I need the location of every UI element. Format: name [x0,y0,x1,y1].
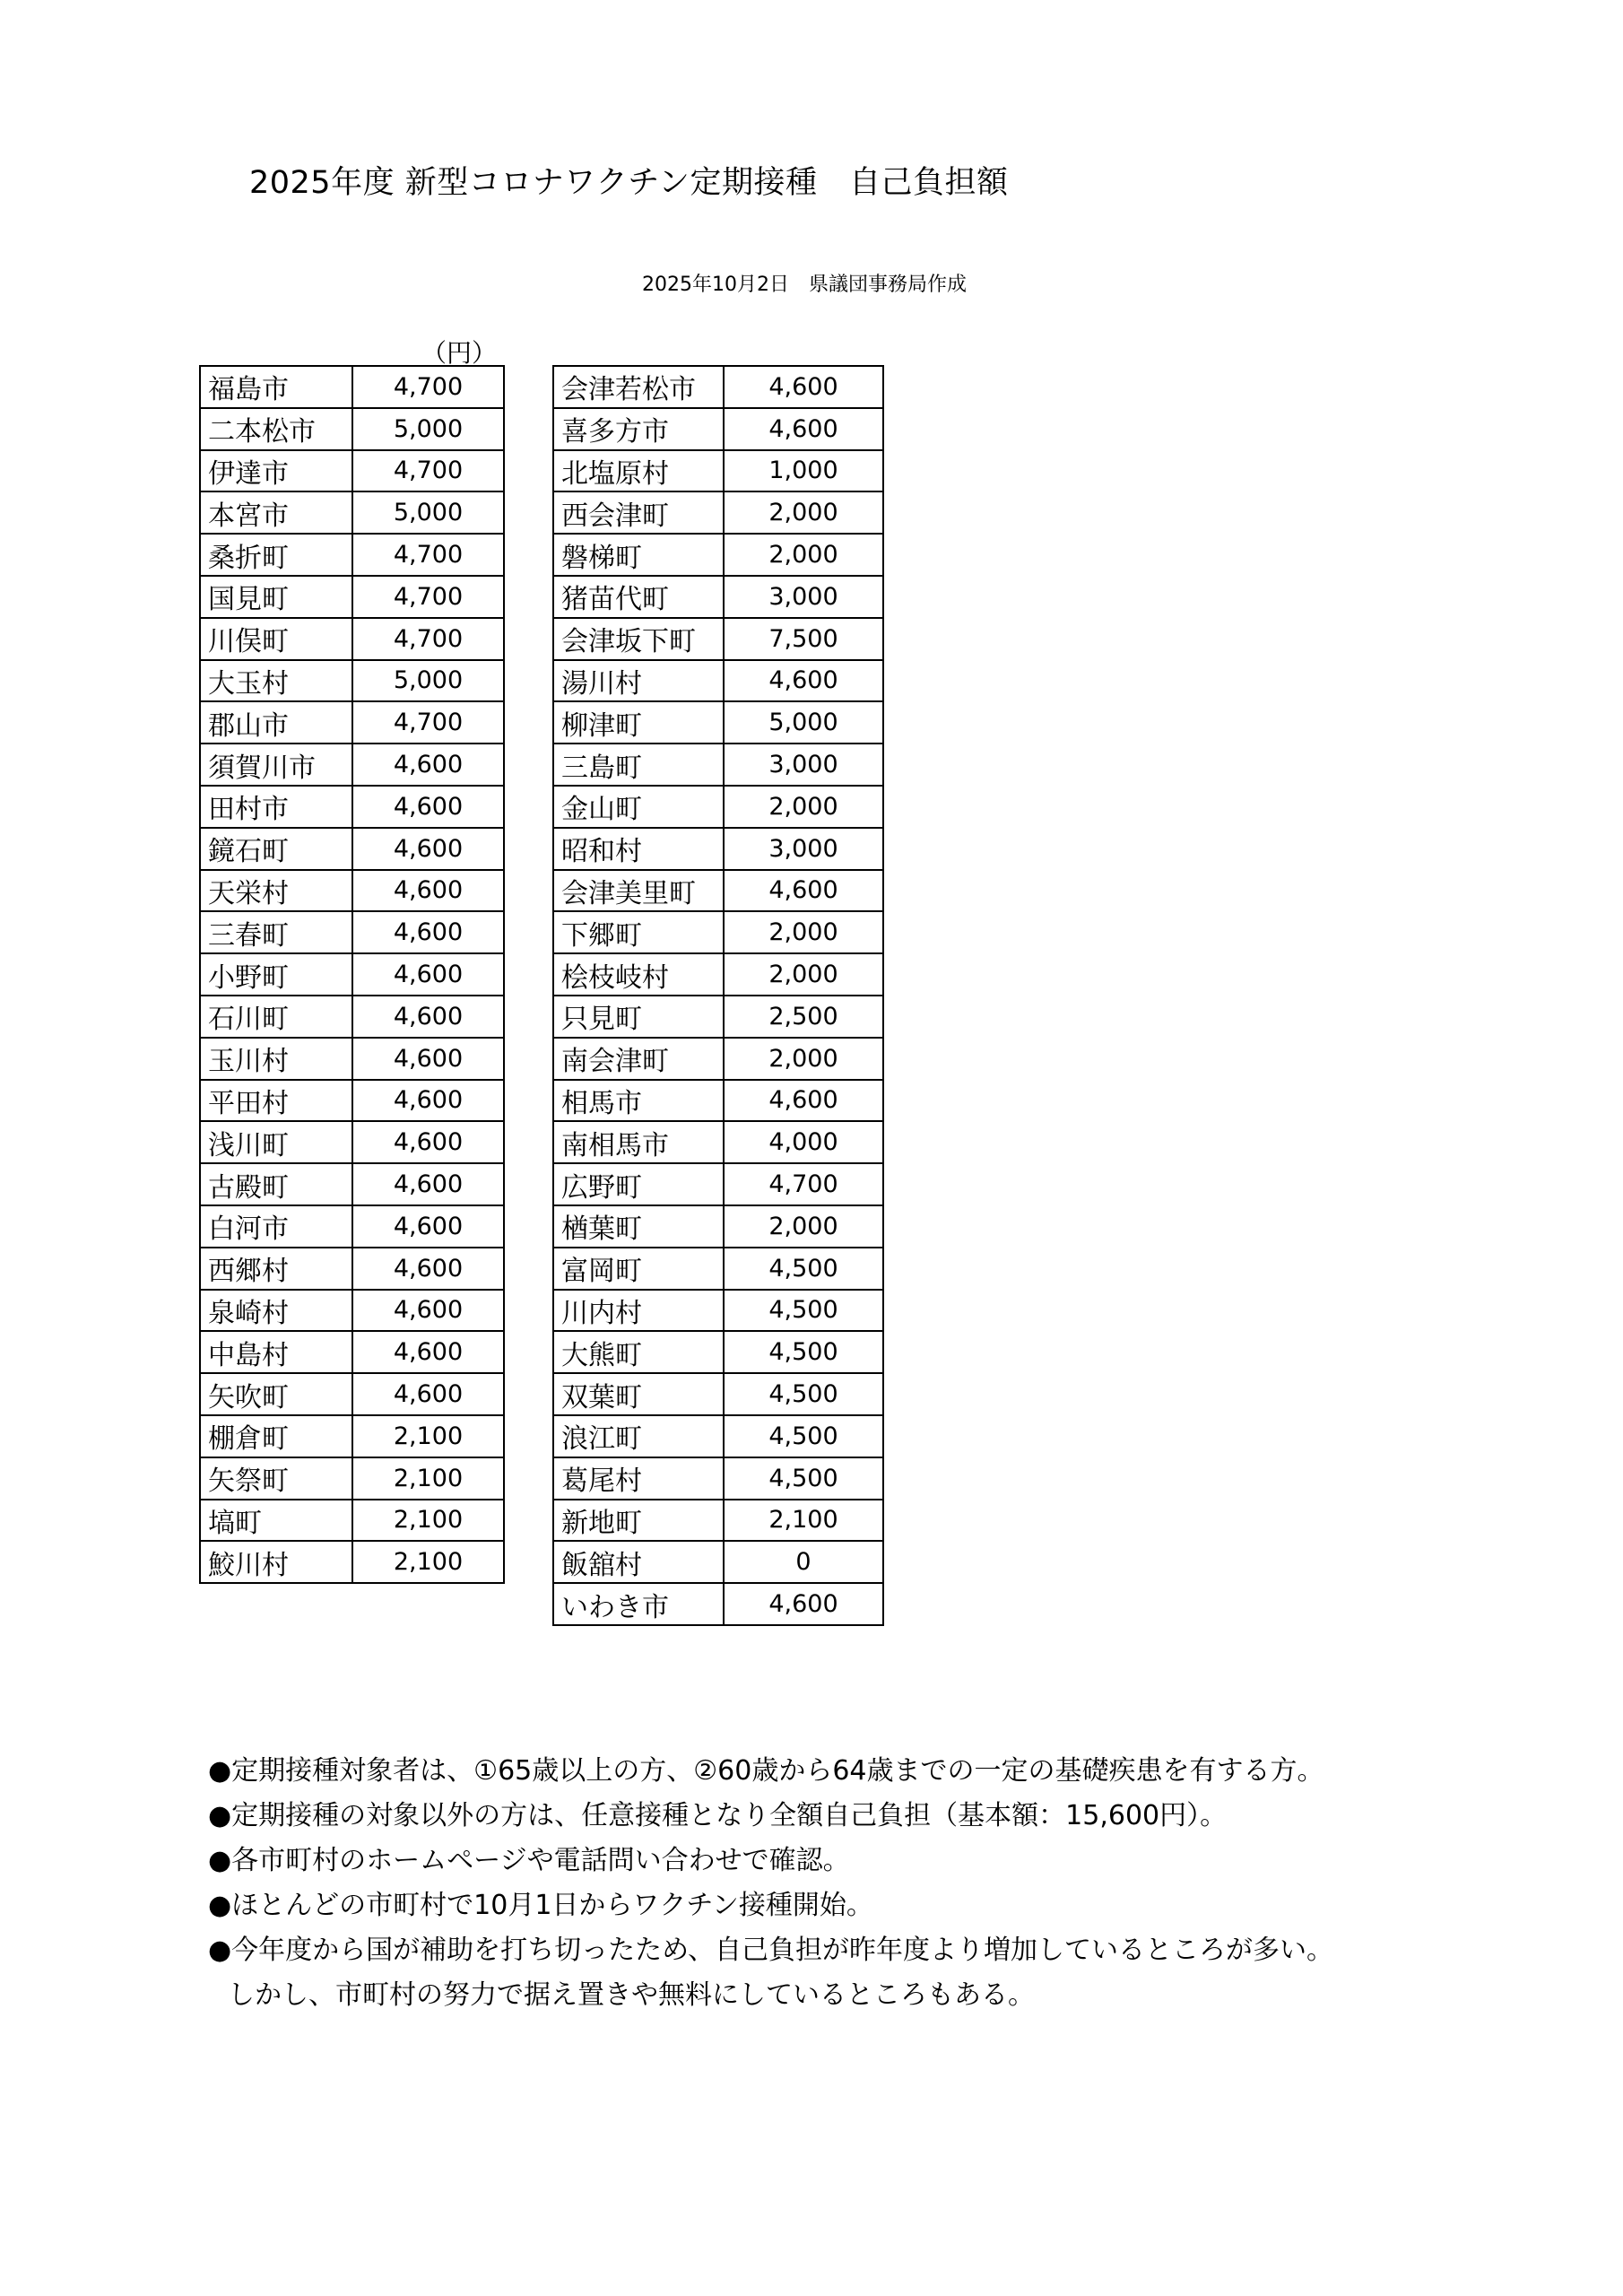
municipality-name: 鮫川村 [200,1541,352,1583]
copay-amount: 4,600 [352,1290,504,1332]
table-row [553,953,883,996]
note-line: ●定期接種対象者は、①65歳以上の方、②60歳から64歳までの一定の基礎疾患を有する方。 [208,1755,1324,1787]
notes-section [208,1749,1333,2018]
table-row [553,576,883,618]
municipality-name: 棚倉町 [200,1415,352,1457]
copay-amount: 4,600 [352,953,504,996]
copay-amount: 4,600 [352,1331,504,1373]
copay-amount: 2,000 [724,953,883,996]
municipality-name: 浪江町 [553,1415,724,1457]
table-row [200,786,504,828]
copay-amount: 4,500 [724,1457,883,1500]
copay-amount: 1,000 [724,450,883,492]
municipality-name: 北塩原村 [553,450,724,492]
table-row [553,870,883,912]
municipality-name: 会津坂下町 [553,618,724,660]
municipality-name: 福島市 [200,366,352,408]
table-row [200,366,504,408]
table-row [553,1248,883,1290]
note-line: ●ほとんどの市町村で10月1日からワクチン接種開始。 [208,1890,873,1921]
municipality-name: 楢葉町 [553,1205,724,1248]
table-row [200,1080,504,1122]
table-row [553,660,883,702]
copay-amount: 4,700 [352,534,504,576]
copay-amount: 4,600 [352,870,504,912]
municipality-name: 中島村 [200,1331,352,1373]
copay-amount: 4,600 [352,1163,504,1205]
copay-amount: 4,700 [352,618,504,660]
municipality-name: 田村市 [200,786,352,828]
table-row [200,911,504,953]
table-row [553,1290,883,1332]
municipality-name: 双葉町 [553,1373,724,1415]
copay-amount: 2,000 [724,1038,883,1080]
municipality-name: 柳津町 [553,701,724,744]
municipality-name: 飯舘村 [553,1541,724,1583]
table-row [553,366,883,408]
municipality-name: 会津若松市 [553,366,724,408]
table-row [200,576,504,618]
copay-amount: 5,000 [352,660,504,702]
municipality-name: 伊達市 [200,450,352,492]
table-row [553,1500,883,1542]
copay-amount: 4,600 [724,366,883,408]
copay-amount: 4,600 [352,1121,504,1163]
table-row [553,618,883,660]
note-line: ●今年度から国が補助を打ち切ったため、自己負担が昨年度より増加しているところが多い。 [208,1935,1333,1966]
copay-amount: 4,600 [352,744,504,786]
table-row [553,1163,883,1205]
copay-amount: 0 [724,1541,883,1583]
table-row [553,744,883,786]
copay-amount: 4,600 [724,660,883,702]
municipality-name: 葛尾村 [553,1457,724,1500]
note-continuation: しかし、市町村の努力で据え置きや無料にしているところもある。 [228,1979,1035,2011]
table-row [200,996,504,1038]
copay-amount: 4,500 [724,1415,883,1457]
copay-amount: 4,700 [352,366,504,408]
municipality-name: 古殿町 [200,1163,352,1205]
municipality-name: 川内村 [553,1290,724,1332]
copay-amount: 4,500 [724,1331,883,1373]
table-row [200,660,504,702]
municipality-name: 天栄村 [200,870,352,912]
copay-amount: 2,100 [352,1457,504,1500]
table-row [200,491,504,534]
copay-amount: 4,700 [352,576,504,618]
table-row [200,1038,504,1080]
municipality-name: 相馬市 [553,1080,724,1122]
copay-amount: 4,600 [352,1248,504,1290]
table-row [200,953,504,996]
table-row [200,1205,504,1248]
copay-amount: 4,000 [724,1121,883,1163]
table-row [553,828,883,870]
municipality-name: 石川町 [200,996,352,1038]
table-row [200,1541,504,1583]
copay-amount: 5,000 [724,701,883,744]
table-row [200,1163,504,1205]
municipality-name: 大熊町 [553,1331,724,1373]
table-row [200,534,504,576]
municipality-name: 下郷町 [553,911,724,953]
copay-amount: 2,500 [724,996,883,1038]
copay-amount: 3,000 [724,576,883,618]
municipality-name: 広野町 [553,1163,724,1205]
municipality-name: 昭和村 [553,828,724,870]
copay-amount: 4,600 [352,1373,504,1415]
municipality-name: いわき市 [553,1583,724,1625]
table-row [200,1248,504,1290]
municipality-name: 三春町 [200,911,352,953]
table-row [200,1500,504,1542]
municipality-name: 湯川村 [553,660,724,702]
table-row [200,408,504,450]
copay-amount: 4,700 [724,1163,883,1205]
table-row [200,1290,504,1332]
copay-amount: 4,600 [724,1080,883,1122]
copay-amount: 4,600 [352,911,504,953]
copay-amount: 2,000 [724,1205,883,1248]
municipality-name: 矢吹町 [200,1373,352,1415]
table-row [200,1415,504,1457]
table-row [553,911,883,953]
table-row [200,870,504,912]
municipality-name: 西郷村 [200,1248,352,1290]
municipality-name: 三島町 [553,744,724,786]
table-row [553,1331,883,1373]
municipality-name: 国見町 [200,576,352,618]
municipality-name: 南会津町 [553,1038,724,1080]
note-line: ●定期接種の対象以外の方は、任意接種となり全額自己負担（基本額：15,600円）。 [208,1800,1228,1831]
copay-amount: 2,100 [352,1541,504,1583]
municipality-name: 小野町 [200,953,352,996]
copay-amount: 4,600 [352,1205,504,1248]
municipality-name: 桑折町 [200,534,352,576]
municipality-name: 鏡石町 [200,828,352,870]
copay-amount: 2,000 [724,786,883,828]
municipality-name: 郡山市 [200,701,352,744]
municipality-name: 浅川町 [200,1121,352,1163]
table-row [553,491,883,534]
municipality-name: 須賀川市 [200,744,352,786]
fee-table-right [552,365,884,1626]
table-row [553,1080,883,1122]
copay-amount: 4,700 [352,701,504,744]
table-row [553,701,883,744]
table-row [200,828,504,870]
table-row [553,1038,883,1080]
table-row [553,1541,883,1583]
table-row [553,1205,883,1248]
table-row [553,534,883,576]
municipality-name: 大玉村 [200,660,352,702]
copay-amount: 4,500 [724,1290,883,1332]
table-row [200,1331,504,1373]
copay-amount: 5,000 [352,491,504,534]
copay-amount: 3,000 [724,744,883,786]
municipality-name: 新地町 [553,1500,724,1542]
municipality-name: 猪苗代町 [553,576,724,618]
document-date-author: 2025年10月2日 県議団事務局作成 [642,274,967,296]
municipality-name: 二本松市 [200,408,352,450]
note-line: ●各市町村のホームページや電話問い合わせで確認。 [208,1845,850,1876]
copay-amount: 3,000 [724,828,883,870]
municipality-name: 会津美里町 [553,870,724,912]
table-row [200,744,504,786]
copay-amount: 4,600 [724,1583,883,1625]
table-row [200,1457,504,1500]
copay-amount: 7,500 [724,618,883,660]
municipality-name: 川俣町 [200,618,352,660]
table-row [553,1121,883,1163]
copay-amount: 4,700 [352,450,504,492]
municipality-name: 富岡町 [553,1248,724,1290]
table-row [200,701,504,744]
copay-amount: 4,600 [352,786,504,828]
table-row [553,1415,883,1457]
table-row [553,1457,883,1500]
municipality-name: 塙町 [200,1500,352,1542]
table-row [553,408,883,450]
municipality-name: 西会津町 [553,491,724,534]
municipality-name: 喜多方市 [553,408,724,450]
table-row [200,618,504,660]
copay-amount: 5,000 [352,408,504,450]
municipality-name: 泉崎村 [200,1290,352,1332]
municipality-name: 白河市 [200,1205,352,1248]
table-row [553,996,883,1038]
copay-amount: 2,000 [724,534,883,576]
copay-amount: 2,100 [724,1500,883,1542]
table-row [553,1373,883,1415]
table-row [553,786,883,828]
table-row [553,1583,883,1625]
municipality-name: 桧枝岐村 [553,953,724,996]
fee-table-left [199,365,505,1584]
copay-amount: 2,100 [352,1415,504,1457]
copay-amount: 4,500 [724,1248,883,1290]
copay-amount: 4,600 [724,870,883,912]
municipality-name: 玉川村 [200,1038,352,1080]
table-row [200,1373,504,1415]
municipality-name: 只見町 [553,996,724,1038]
copay-amount: 2,100 [352,1500,504,1542]
municipality-name: 金山町 [553,786,724,828]
table-row [553,450,883,492]
copay-amount: 4,600 [352,1038,504,1080]
copay-amount: 4,500 [724,1373,883,1415]
copay-amount: 4,600 [352,996,504,1038]
unit-label: （円） [421,338,498,368]
copay-amount: 2,000 [724,911,883,953]
table-row [200,1121,504,1163]
copay-amount: 4,600 [724,408,883,450]
municipality-name: 平田村 [200,1080,352,1122]
page-title: 2025年度 新型コロナワクチン定期接種 自己負担額 [249,165,1009,201]
municipality-name: 本宮市 [200,491,352,534]
copay-amount: 2,000 [724,491,883,534]
copay-amount: 4,600 [352,1080,504,1122]
copay-amount: 4,600 [352,828,504,870]
municipality-name: 南相馬市 [553,1121,724,1163]
municipality-name: 磐梯町 [553,534,724,576]
table-row [200,450,504,492]
municipality-name: 矢祭町 [200,1457,352,1500]
